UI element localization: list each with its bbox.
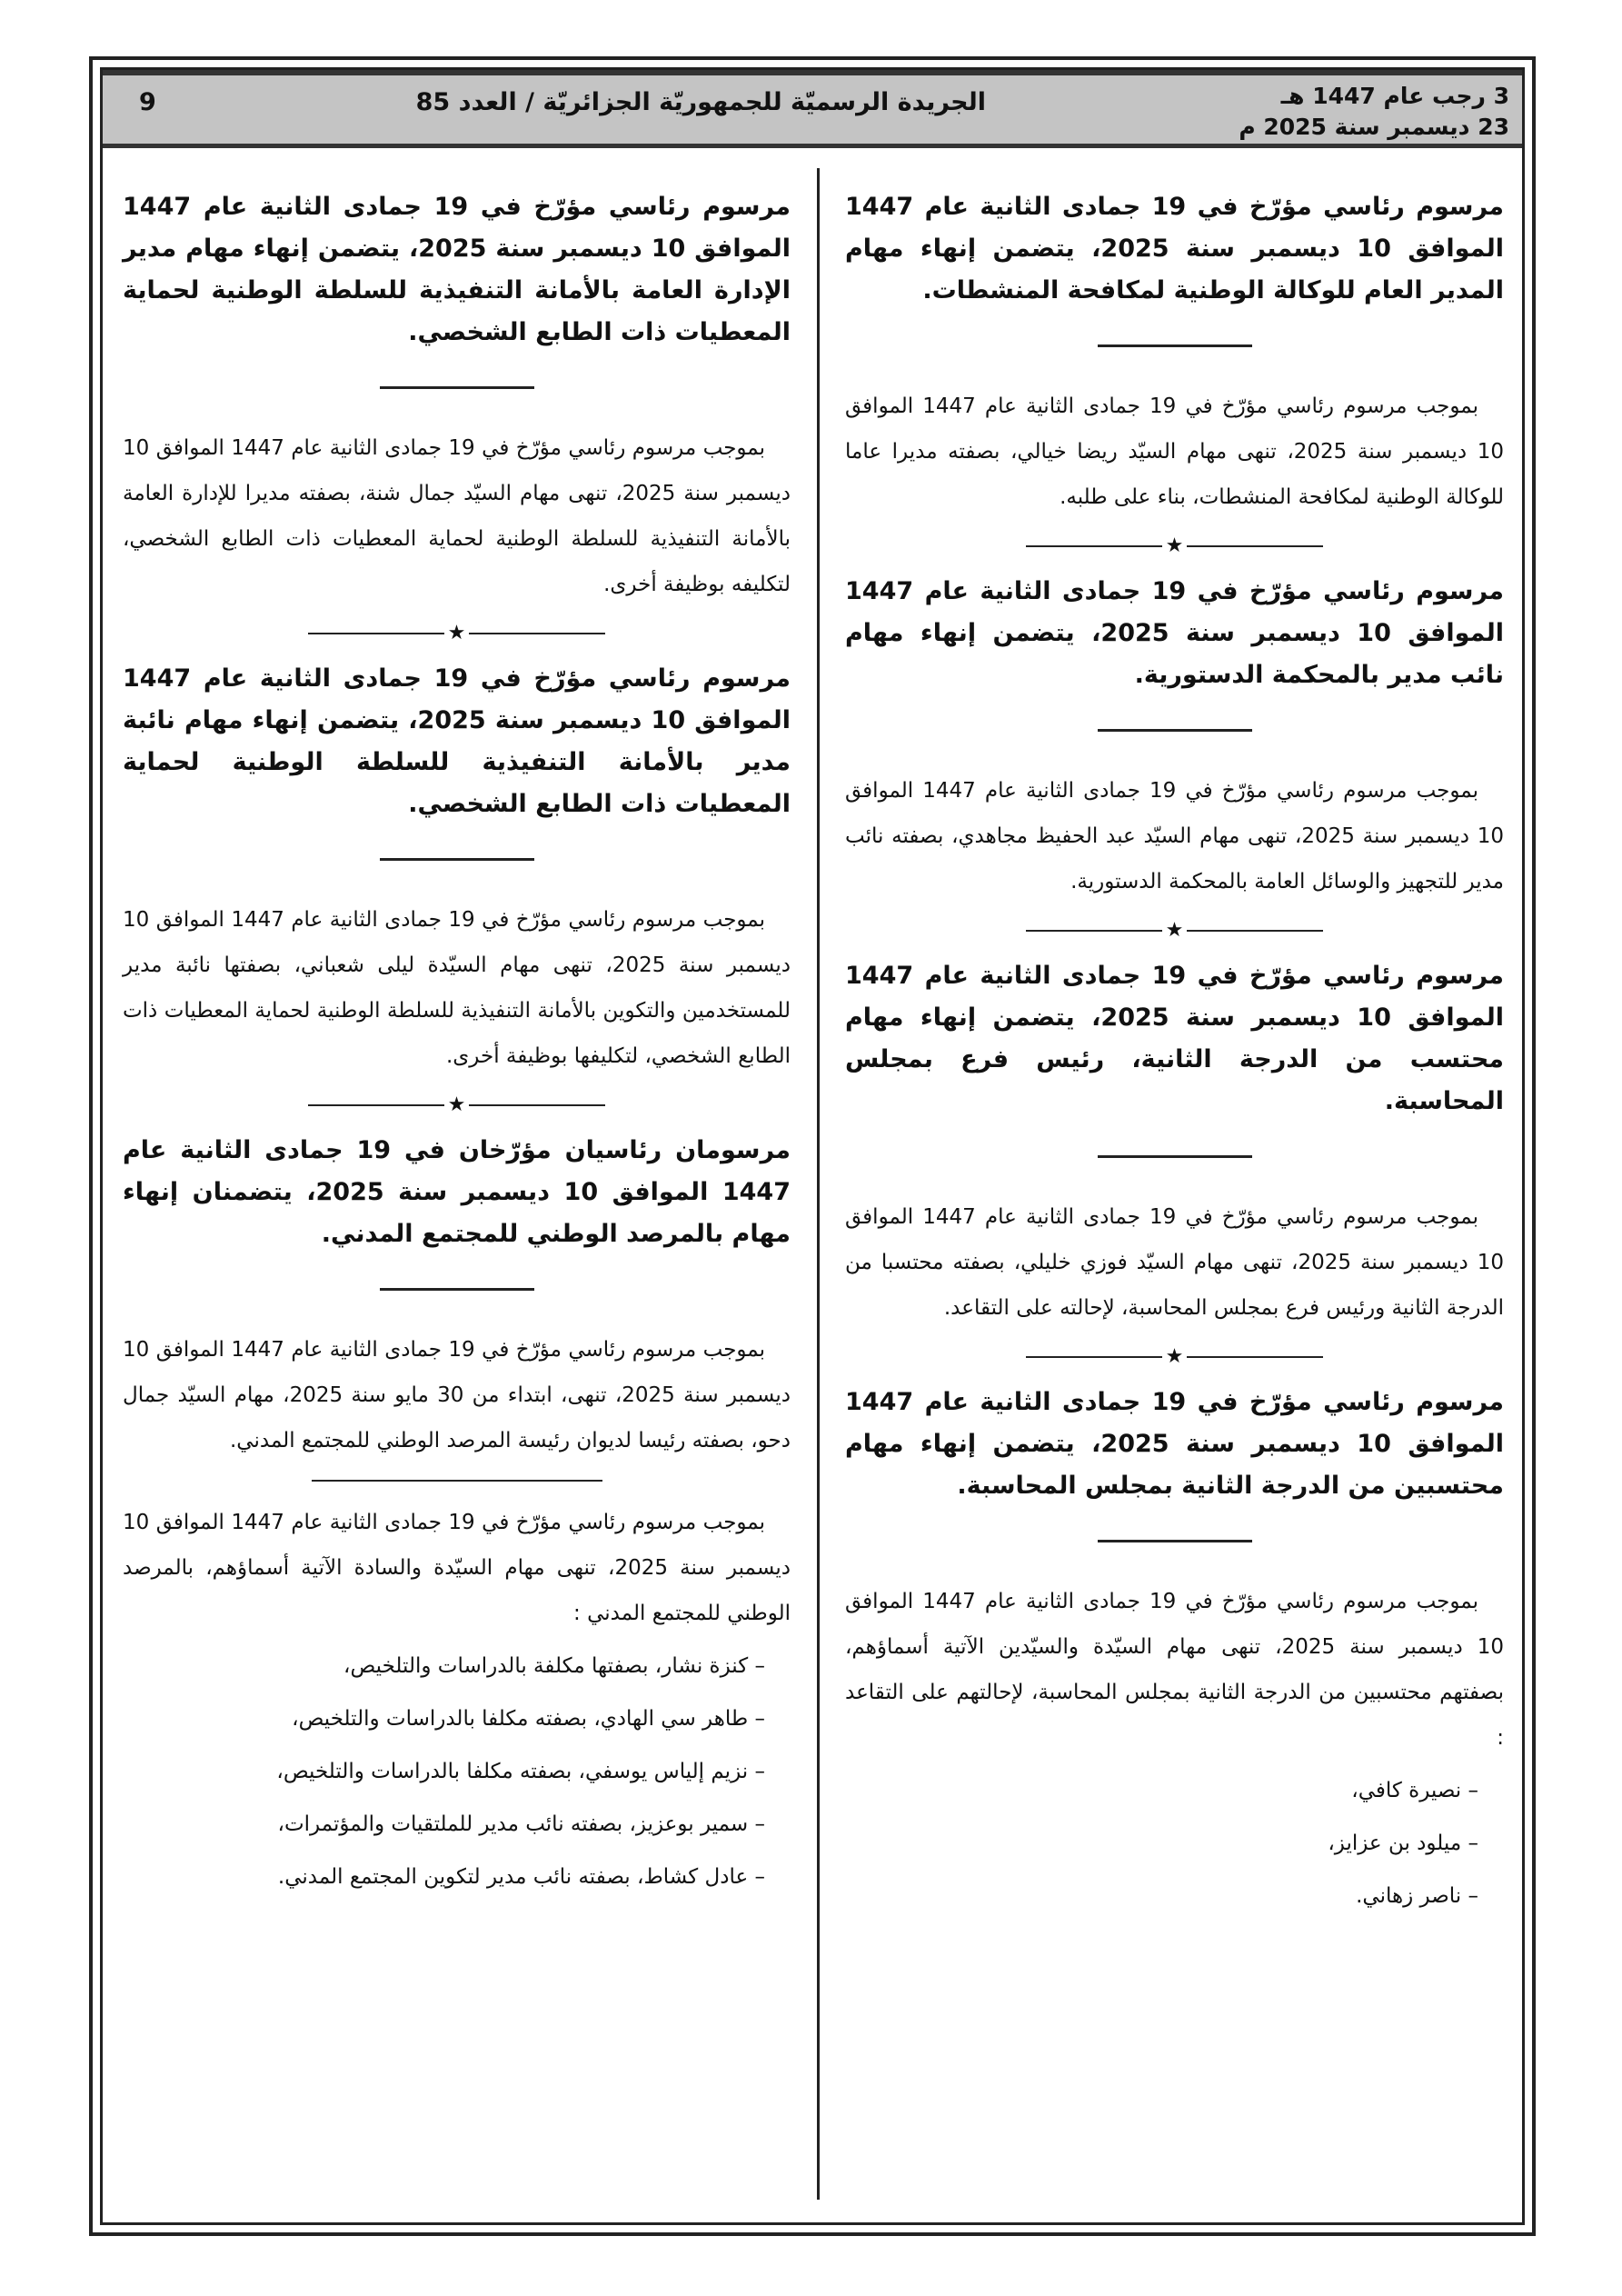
decree-body: بموجب مرسوم رئاسي مؤرّخ في 19 جمادى الثانية عام 1447 الموافق 10 ديسمبر سنة 2025، تنهى مهام السيّد فوزي خليلي، بصفته محتسبا من الدرجة الثانية ورئيس فرع بمجلس المحاسبة، لإحالته على التقاعد. <box>845 1205 1504 1320</box>
star-icon: ★ <box>1165 534 1184 557</box>
name-list-item: – كنزة نشار، بصفتها مكلفة بالدراسات والتلخيص، <box>343 1654 765 1678</box>
name-list-item: – ناصر زهاني. <box>1356 1884 1478 1908</box>
divider <box>1098 1540 1252 1542</box>
star-icon: ★ <box>1165 1345 1184 1368</box>
divider <box>1098 344 1252 347</box>
right-column <box>845 186 1504 1919</box>
decree-title: مرسومان رئاسيان مؤرّخان في 19 جمادى الثانية عام 1447 الموافق 10 ديسمبر سنة 2025، يتضمنان إنهاء مهام بالمرصد الوطني للمجتمع المدني. <box>123 1136 791 1248</box>
gazette-header <box>103 70 1522 148</box>
divider <box>380 386 534 389</box>
decree-title: مرسوم رئاسي مؤرّخ في 19 جمادى الثانية عام 1447 الموافق 10 ديسمبر سنة 2025، يتضمن إنهاء مهام محتسبين من الدرجة الثانية بمجلس المحاسبة. <box>845 1388 1505 1500</box>
star-divider <box>845 536 1504 556</box>
name-list-item: – عادل كشاط، بصفته نائب مدير لتكوين المجتمع المدني. <box>277 1865 765 1889</box>
star-divider <box>845 921 1504 941</box>
star-divider <box>845 1347 1504 1367</box>
header-date <box>1239 81 1509 143</box>
name-list-item: – ميلود بن عزايز، <box>1328 1832 1478 1855</box>
column-divider <box>817 168 820 2200</box>
decree-title: مرسوم رئاسي مؤرّخ في 19 جمادى الثانية عام 1447 الموافق 10 ديسمبر سنة 2025، يتضمن إنهاء مهام المدير العام للوكالة الوطنية لمكافحة المنشطات. <box>845 193 1505 304</box>
star-icon: ★ <box>447 622 466 644</box>
left-column <box>123 186 791 1900</box>
divider <box>1098 729 1252 732</box>
star-divider <box>123 1095 791 1115</box>
star-icon: ★ <box>1165 919 1184 942</box>
decree-title: مرسوم رئاسي مؤرّخ في 19 جمادى الثانية عام 1447 الموافق 10 ديسمبر سنة 2025، يتضمن إنهاء مهام نائبة مدير بالأمانة التنفيذية للسلطة الوطنية لحماية المعطيات ذات الطابع الشخصي. <box>123 664 791 818</box>
page-number: 9 <box>139 88 156 116</box>
name-list-item: – نزيم إلياس يوسفي، بصفته مكلفا بالدراسات والتلخيص، <box>276 1760 765 1783</box>
divider <box>312 1480 602 1482</box>
decree-body: بموجب مرسوم رئاسي مؤرّخ في 19 جمادى الثانية عام 1447 الموافق 10 ديسمبر سنة 2025، تنهى مهام السيّدة ليلى شعباني، بصفتها نائبة مدير للمستخدمين والتكوين بالأمانة التنفيذية للسلطة الوطنية لحماية المعطيات ذات الطابع الشخصي، لتكليفها بوظيفة أخرى. <box>123 908 791 1068</box>
decree-body: بموجب مرسوم رئاسي مؤرّخ في 19 جمادى الثانية عام 1447 الموافق 10 ديسمبر سنة 2025، تنهى مهام السيّد جمال شنة، بصفته مديرا للإدارة العامة بالأمانة التنفيذية للسلطة الوطنية لحماية المعطيات ذات الطابع الشخصي، لتكليفه بوظيفة أخرى. <box>123 436 791 596</box>
divider <box>1098 1155 1252 1158</box>
decree-title: مرسوم رئاسي مؤرّخ في 19 جمادى الثانية عام 1447 الموافق 10 ديسمبر سنة 2025، يتضمن إنهاء مهام محتسب من الدرجة الثانية، رئيس فرع بمجلس المحاسبة. <box>845 962 1505 1115</box>
decree-title: مرسوم رئاسي مؤرّخ في 19 جمادى الثانية عام 1447 الموافق 10 ديسمبر سنة 2025، يتضمن إنهاء مهام نائب مدير بالمحكمة الدستورية. <box>845 577 1505 689</box>
decree-body: بموجب مرسوم رئاسي مؤرّخ في 19 جمادى الثانية عام 1447 الموافق 10 ديسمبر سنة 2025، تنهى مهام السيّدة والسادة الآتية أسماؤهم، بالمرصد الوطني للمجتمع المدني : <box>123 1511 791 1625</box>
divider <box>380 858 534 861</box>
name-list-item: – سمير بوعزيز، بصفته نائب مدير للملتقيات والمؤتمرات، <box>277 1812 765 1836</box>
date-gregorian: 23 ديسمبر سنة 2025 م <box>1239 114 1509 140</box>
decree-title: مرسوم رئاسي مؤرّخ في 19 جمادى الثانية عام 1447 الموافق 10 ديسمبر سنة 2025، يتضمن إنهاء مهام مدير الإدارة العامة بالأمانة التنفيذية للسلطة الوطنية لحماية المعطيات ذات الطابع الشخصي. <box>123 193 791 346</box>
decree-body: بموجب مرسوم رئاسي مؤرّخ في 19 جمادى الثانية عام 1447 الموافق 10 ديسمبر سنة 2025، تنهى مهام السيّد عبد الحفيظ مجاهدي، بصفته نائب مدير للتجهيز والوسائل العامة بالمحكمة الدستورية. <box>845 779 1504 893</box>
decree-body: بموجب مرسوم رئاسي مؤرّخ في 19 جمادى الثانية عام 1447 الموافق 10 ديسمبر سنة 2025، تنهى، ابتداء من 30 مايو سنة 2025، مهام السيّد جمال دحو، بصفته رئيسا لديوان رئيسة المرصد الوطني للمجتمع المدني. <box>123 1338 791 1452</box>
name-list-item: – طاهر سي الهادي، بصفته مكلفا بالدراسات والتلخيص، <box>292 1707 765 1731</box>
decree-body: بموجب مرسوم رئاسي مؤرّخ في 19 جمادى الثانية عام 1447 الموافق 10 ديسمبر سنة 2025، تنهى مهام السيّدة والسيّدين الآتية أسماؤهم، بصفتهم محتسبين من الدرجة الثانية بمجلس المحاسبة، لإحالتهم على التقاعد : <box>845 1590 1504 1750</box>
name-list-item: – نصيرة كافي، <box>1351 1779 1478 1802</box>
decree-body: بموجب مرسوم رئاسي مؤرّخ في 19 جمادى الثانية عام 1447 الموافق 10 ديسمبر سنة 2025، تنهى مهام السيّد ريضا خيالي، بصفته مديرا عاما للوكالة الوطنية لمكافحة المنشطات، بناء على طلبه. <box>845 394 1504 509</box>
star-divider <box>123 624 791 644</box>
date-hijri: 3 رجب عام 1447 هـ <box>1280 83 1509 109</box>
star-icon: ★ <box>447 1093 466 1116</box>
divider <box>380 1288 534 1291</box>
gazette-title: الجريدة الرسميّة للجمهوريّة الجزائريّة / العدد 85 <box>415 88 986 116</box>
